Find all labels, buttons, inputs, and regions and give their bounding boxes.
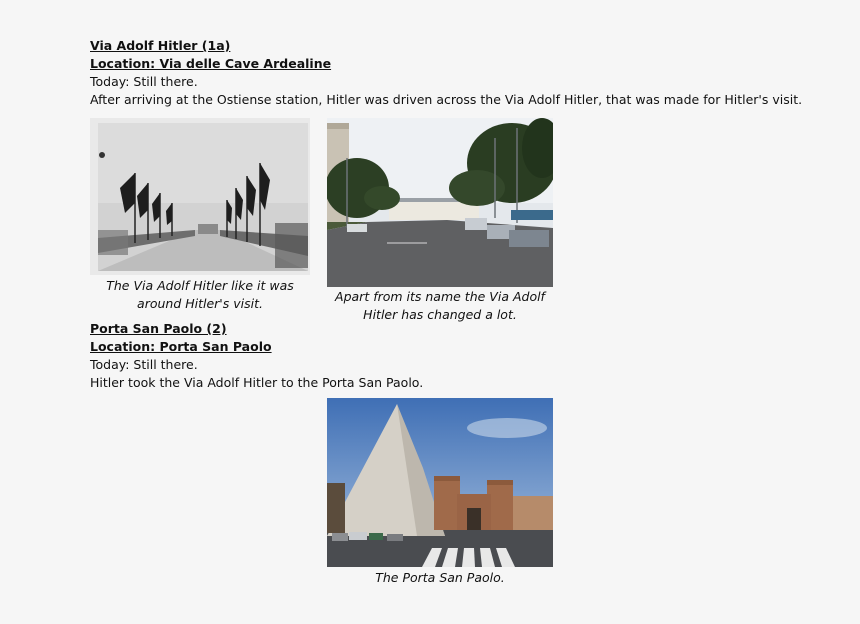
- section1-title: Via Adolf Hitler (1a): [90, 38, 231, 53]
- porta-san-paolo-caption: The Porta San Paolo.: [375, 570, 505, 585]
- porta-san-paolo-photo: [327, 398, 553, 567]
- historic-photo-via-adolf-hitler: [90, 118, 310, 275]
- section2-location: Location: Porta San Paolo: [90, 339, 272, 354]
- modern-photo-caption-line-2: Hitler has changed a lot.: [363, 307, 517, 322]
- modern-photo-caption-line-1: Apart from its name the Via Adolf: [335, 289, 545, 304]
- modern-photo-caption: [327, 288, 553, 324]
- section1-description: After arriving at the Ostiense station, Hitler was driven across the Via Adolf Hitler, that was made for Hitler's visit.: [90, 92, 803, 107]
- section2-description: Hitler took the Via Adolf Hitler to the Porta San Paolo.: [90, 375, 424, 390]
- historic-photo-caption-line-2: around Hitler's visit.: [137, 296, 263, 311]
- historic-photo-caption: [90, 277, 310, 313]
- section2-today: Today: Still there.: [90, 357, 198, 372]
- modern-photo-via-adolf-hitler: [327, 118, 553, 287]
- section2-title: Porta San Paolo (2): [90, 321, 227, 336]
- historic-photo-caption-line-1: The Via Adolf Hitler like it was: [106, 278, 294, 293]
- section1-today: Today: Still there.: [90, 74, 198, 89]
- section1-location: Location: Via delle Cave Ardealine: [90, 56, 332, 71]
